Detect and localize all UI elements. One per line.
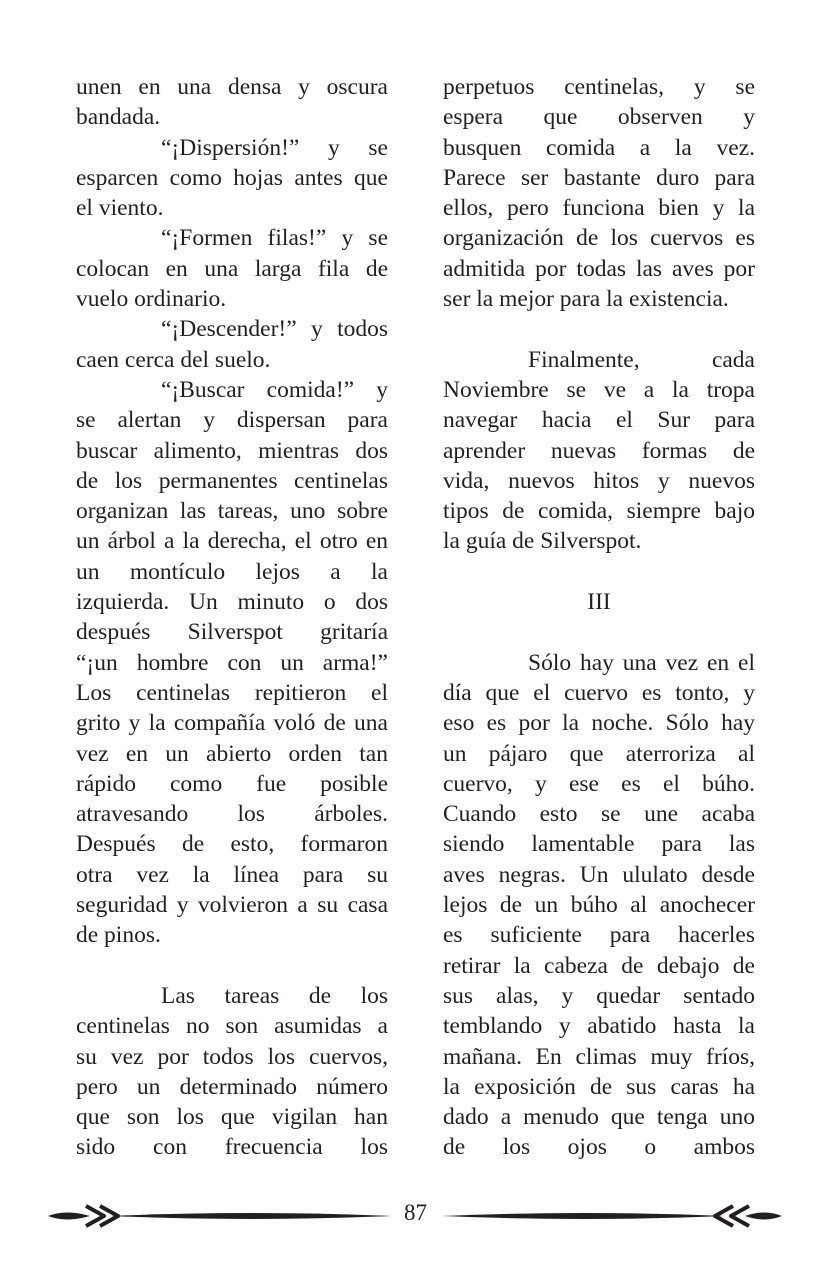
text-line: Después de esto, formaron: [76, 831, 388, 858]
text-line: un pájaro que aterroriza al: [443, 740, 755, 767]
text-line: esparcen como hojas antes que: [76, 164, 388, 191]
text-line: temblando y abatido hasta la: [443, 1013, 755, 1040]
text-line: Los centinelas repitieron el: [76, 679, 388, 706]
paragraph-spacer: [443, 557, 755, 587]
left-text-column: [76, 72, 388, 1163]
text-line: “¡Formen filas!” y se: [161, 225, 388, 252]
text-line: busquen comida a la vez.: [443, 134, 755, 161]
text-line: pero un determinado número: [76, 1073, 388, 1100]
text-line: admitida por todas las aves por: [443, 255, 755, 282]
text-line: siendo lamentable para las: [443, 831, 755, 858]
text-line: seguridad y volvieron a su casa: [76, 892, 388, 919]
text-line: caen cerca del suelo.: [76, 346, 271, 373]
text-line: organizan las tareas, uno sobre: [76, 498, 388, 525]
text-line: ellos, pero funciona bien y la: [443, 195, 755, 222]
text-line: perpetuos centinelas, y se: [443, 74, 755, 100]
text-line: un árbol a la derecha, el otro en: [76, 528, 388, 555]
text-line: Sólo hay una vez en el: [528, 649, 755, 676]
text-line: “¡Dispersión!” y se: [161, 134, 388, 161]
text-line: vida, nuevos hitos y nuevos: [443, 467, 755, 494]
text-line: después Silverspot gritaría: [76, 619, 388, 646]
text-line: un montículo lejos a la: [76, 558, 388, 585]
paragraph-spacer: [76, 951, 388, 981]
paragraph-spacer: [443, 617, 755, 647]
text-line: atravesando los árboles.: [76, 801, 388, 828]
text-line: se alertan y dispersan para: [76, 407, 388, 434]
text-line: lejos de un búho al anochecer: [443, 892, 755, 919]
text-line: de los ojos o ambos: [443, 1134, 755, 1161]
text-line: “¡Descender!” y todos: [161, 316, 388, 343]
text-line: mañana. En climas muy fríos,: [443, 1043, 755, 1070]
text-line: de pinos.: [76, 922, 161, 949]
paragraph-spacer: [443, 314, 755, 344]
text-line: sido con frecuencia los: [76, 1134, 388, 1161]
text-line: vez en un abierto orden tan: [76, 740, 388, 767]
text-line: de los permanentes centinelas: [76, 467, 388, 494]
text-line: navegar hacia el Sur para: [443, 407, 755, 434]
text-line: eso es por la noche. Sólo hay: [443, 710, 755, 737]
text-line: vuelo ordinario.: [76, 286, 227, 313]
text-line: Cuando esto se une acaba: [443, 801, 755, 828]
text-line: día que el cuervo es tonto, y: [443, 679, 755, 706]
text-line: Noviembre se ve a la tropa: [443, 376, 755, 403]
text-line: aves negras. Un ululato desde: [443, 861, 755, 888]
text-line: bandada.: [76, 104, 161, 131]
text-line: es suficiente para hacerles: [443, 922, 755, 949]
text-line: aprender nuevas formas de: [443, 437, 755, 464]
text-line: cuervo, y ese es el búho.: [443, 770, 755, 797]
text-line: “¡un hombre con un arma!”: [76, 649, 388, 676]
text-line: grito y la compañía voló de una: [76, 710, 388, 737]
text-line: sus alas, y quedar sentado: [443, 982, 755, 1009]
text-line: buscar alimento, mientras dos: [76, 437, 388, 464]
text-line: la guía de Silverspot.: [443, 528, 642, 555]
text-line: centinelas no son asumidas a: [76, 1013, 388, 1040]
text-line: rápido como fue posible: [76, 770, 388, 797]
text-line: que son los que vigilan han: [76, 1104, 388, 1131]
text-line: “¡Buscar comida!” y: [161, 376, 388, 403]
text-line: otra vez la línea para su: [76, 861, 388, 888]
right-text-column: [443, 72, 755, 1163]
text-line: ser la mejor para la existencia.: [443, 286, 729, 313]
text-line: retirar la cabeza de debajo de: [443, 952, 755, 979]
section-heading: III: [587, 589, 611, 616]
text-line: tipos de comida, siempre bajo: [443, 498, 755, 525]
text-line: Parece ser bastante duro para: [443, 164, 755, 191]
text-line: espera que observen y: [443, 104, 755, 131]
text-line: su vez por todos los cuervos,: [76, 1043, 388, 1070]
text-line: dado a menudo que tenga uno: [443, 1104, 755, 1131]
text-line: organización de los cuervos es: [443, 225, 755, 252]
text-line: colocan en una larga fila de: [76, 255, 388, 282]
text-line: Las tareas de los: [161, 982, 388, 1009]
text-line: Finalmente, cada: [528, 346, 755, 373]
text-line: la exposición de sus caras ha: [443, 1073, 755, 1100]
page-number: 87: [404, 1200, 427, 1225]
text-line: el viento.: [76, 195, 164, 222]
text-line: izquierda. Un minuto o dos: [76, 589, 388, 616]
text-line: unen en una densa y oscura: [76, 74, 388, 100]
